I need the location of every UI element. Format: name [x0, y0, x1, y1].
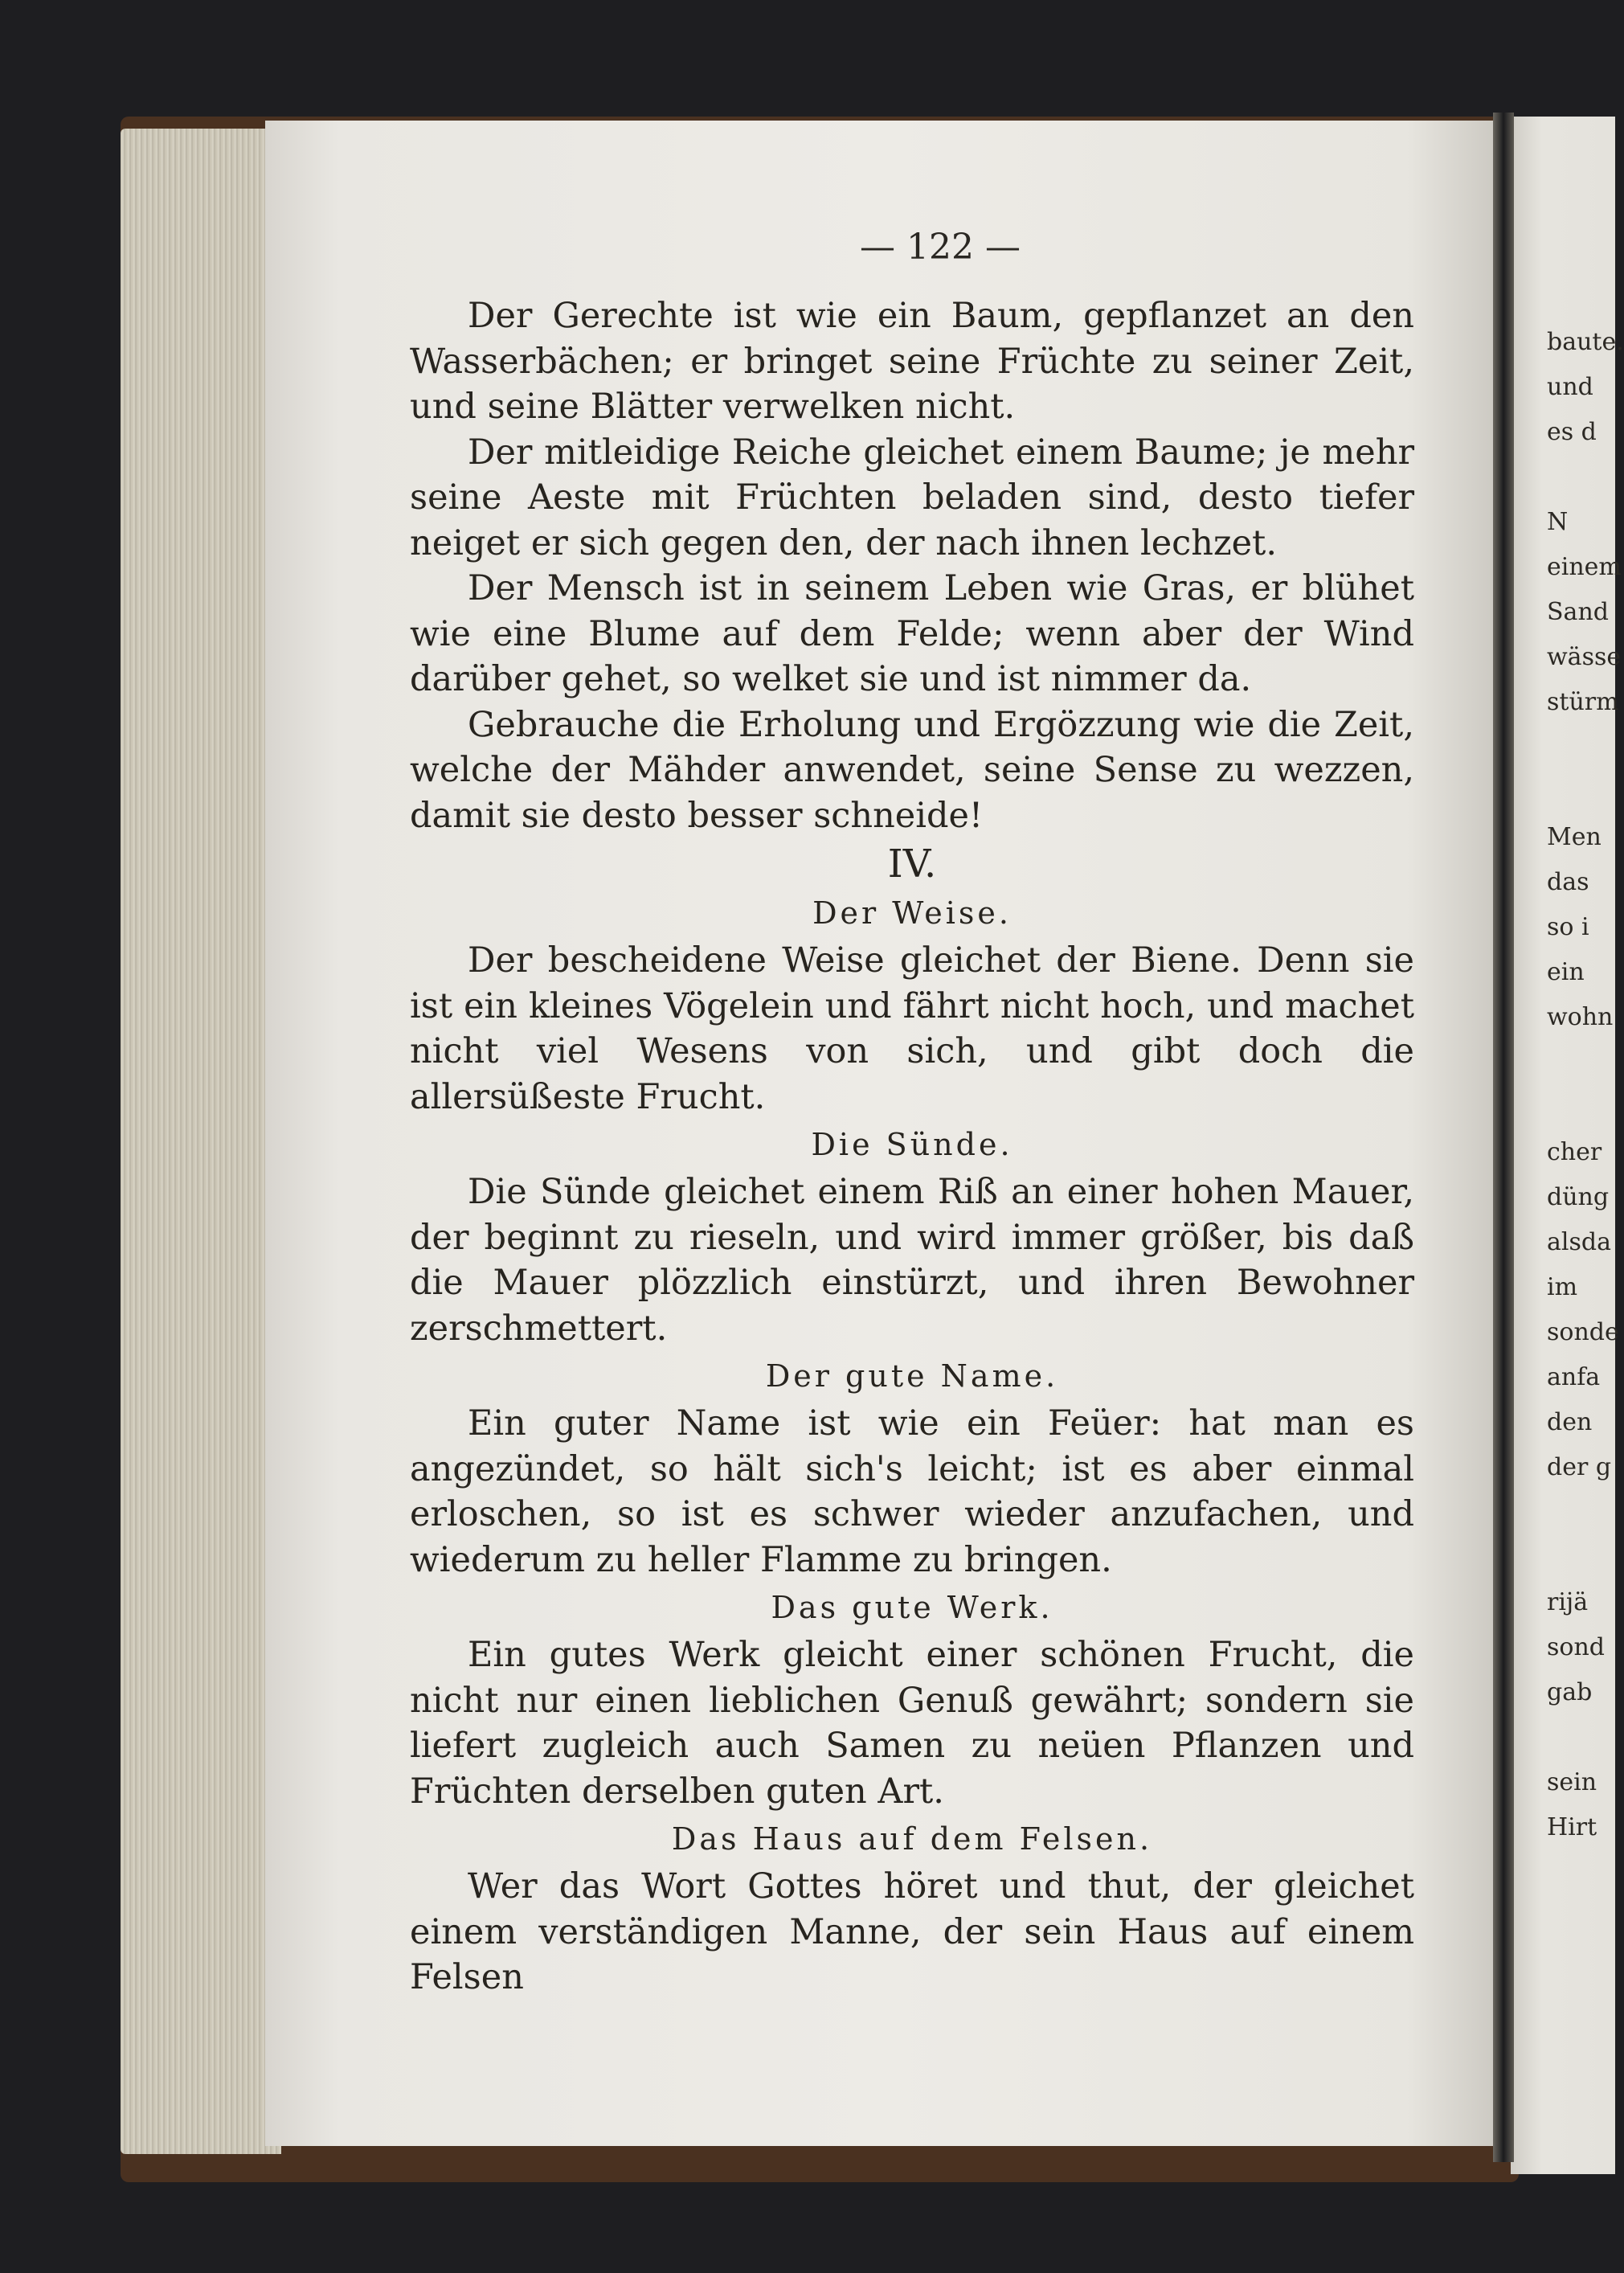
- facing-page-fragment: N: [1547, 508, 1569, 536]
- facing-page-fragment: wässe: [1547, 643, 1622, 671]
- facing-page-fragment: Sand: [1547, 598, 1609, 626]
- facing-page-fragment: [1547, 1535, 1611, 1580]
- paragraph: Der Mensch ist in seinem Leben wie Gras, er blühet wie eine Blume auf dem Felde; wenn aber der Wind darüber gehet, so welket sie und ist nimmer da.: [410, 568, 1414, 699]
- page-text: [410, 293, 1414, 2001]
- facing-page-fragment: Hirt: [1547, 1813, 1597, 1841]
- book-gutter: [1493, 113, 1514, 2162]
- facing-page-fragment: [1547, 770, 1611, 815]
- facing-page-fragment: sein: [1547, 1768, 1597, 1796]
- page-number: — 122 —: [860, 227, 1021, 268]
- facing-page-fragment: gab: [1547, 1678, 1593, 1706]
- facing-page-fragment: Men: [1547, 823, 1602, 851]
- facing-page-fragment: [1547, 1490, 1611, 1535]
- paragraph: Ein gutes Werk gleicht einer schönen Frucht, die nicht nur einen lieblichen Genuß gewährt; sondern sie liefert zugleich auch Samen zu neüen Pflanzen und Früchten derselben guten Art.: [410, 1635, 1414, 1812]
- paragraph: Wer das Wort Gottes höret und thut, der gleichet einem verständigen Manne, der sein Haus auf einem Felsen: [410, 1866, 1414, 1997]
- page-edges: [121, 129, 281, 2154]
- facing-page-fragment: sond: [1547, 1633, 1605, 1661]
- section-heading: Das Haus auf dem Felsen.: [671, 1821, 1153, 1857]
- facing-page-fragment: das: [1547, 868, 1589, 896]
- facing-page-fragment: baute.: [1547, 328, 1624, 356]
- facing-page-fragment: [1547, 455, 1611, 500]
- facing-page-fragment: und: [1547, 373, 1593, 401]
- facing-page-fragment: im: [1547, 1273, 1578, 1301]
- facing-page-fragment: [1547, 1715, 1611, 1760]
- facing-page-fragment: wohn: [1547, 1003, 1614, 1031]
- facing-page-fragment: ein: [1547, 958, 1585, 986]
- facing-page-fragment: cher: [1547, 1138, 1602, 1166]
- section-heading: Der Weise.: [812, 895, 1012, 931]
- facing-page-fragment: düng: [1547, 1183, 1610, 1211]
- paragraph: Der Gerechte ist wie ein Baum, gepflanzet an den Wasserbächen; er bringet seine Früchte zu seiner Zeit, und seine Blätter verwelken nicht.: [410, 296, 1414, 427]
- facing-page-fragment: der g: [1547, 1453, 1612, 1481]
- facing-page-fragment: es d: [1547, 418, 1597, 446]
- facing-page-fragment: den: [1547, 1408, 1593, 1436]
- paragraph: Ein guter Name ist wie ein Feüer: hat man es angezündet, so hält sich's leicht; ist es aber einmal erloschen, so ist es schwer wieder anzufachen, und wiederum zu heller Flamme zu bringen.: [410, 1403, 1414, 1580]
- facing-page-fragment: sonde: [1547, 1318, 1619, 1346]
- section-heading: Das gute Werk.: [771, 1590, 1053, 1625]
- section-heading: Der gute Name.: [765, 1358, 1059, 1394]
- facing-page-fragment: [1547, 1085, 1611, 1130]
- facing-page-fragment: [1547, 1040, 1611, 1085]
- section-heading: Die Sünde.: [811, 1127, 1013, 1162]
- facing-page-fragment: alsda: [1547, 1228, 1611, 1256]
- facing-page-fragment: rijä: [1547, 1588, 1589, 1616]
- facing-page-fragments: [1547, 320, 1624, 1850]
- paragraph: Der mitleidige Reiche gleichet einem Baume; je mehr seine Aeste mit Früchten beladen sind, desto tiefer neiget er sich gegen den, der nach ihnen lechzet.: [410, 432, 1414, 563]
- paragraph: Die Sünde gleichet einem Riß an einer hohen Mauer, der beginnt zu rieseln, und wird immer größer, bis daß die Mauer plözzlich einstürzt, und ihren Bewohner zerschmettert.: [410, 1172, 1414, 1349]
- facing-page-fragment: [1547, 725, 1611, 770]
- paragraph: Gebrauche die Erholung und Ergözzung wie die Zeit, welche der Mähder anwendet, seine Sense zu wezzen, damit sie desto besser schneide!: [410, 704, 1414, 836]
- facing-page-fragment: anfa: [1547, 1363, 1601, 1391]
- facing-page-fragment: stürm: [1547, 688, 1619, 716]
- facing-page-fragment: einem: [1547, 553, 1622, 581]
- section-number: IV.: [887, 842, 937, 887]
- facing-page-fragment: so i: [1547, 913, 1589, 941]
- paragraph: Der bescheidene Weise gleichet der Biene. Denn sie ist ein kleines Vögelein und fährt nicht hoch, und machet nicht viel Wesens von sich, und gibt doch die allersüßeste Frucht.: [410, 940, 1414, 1117]
